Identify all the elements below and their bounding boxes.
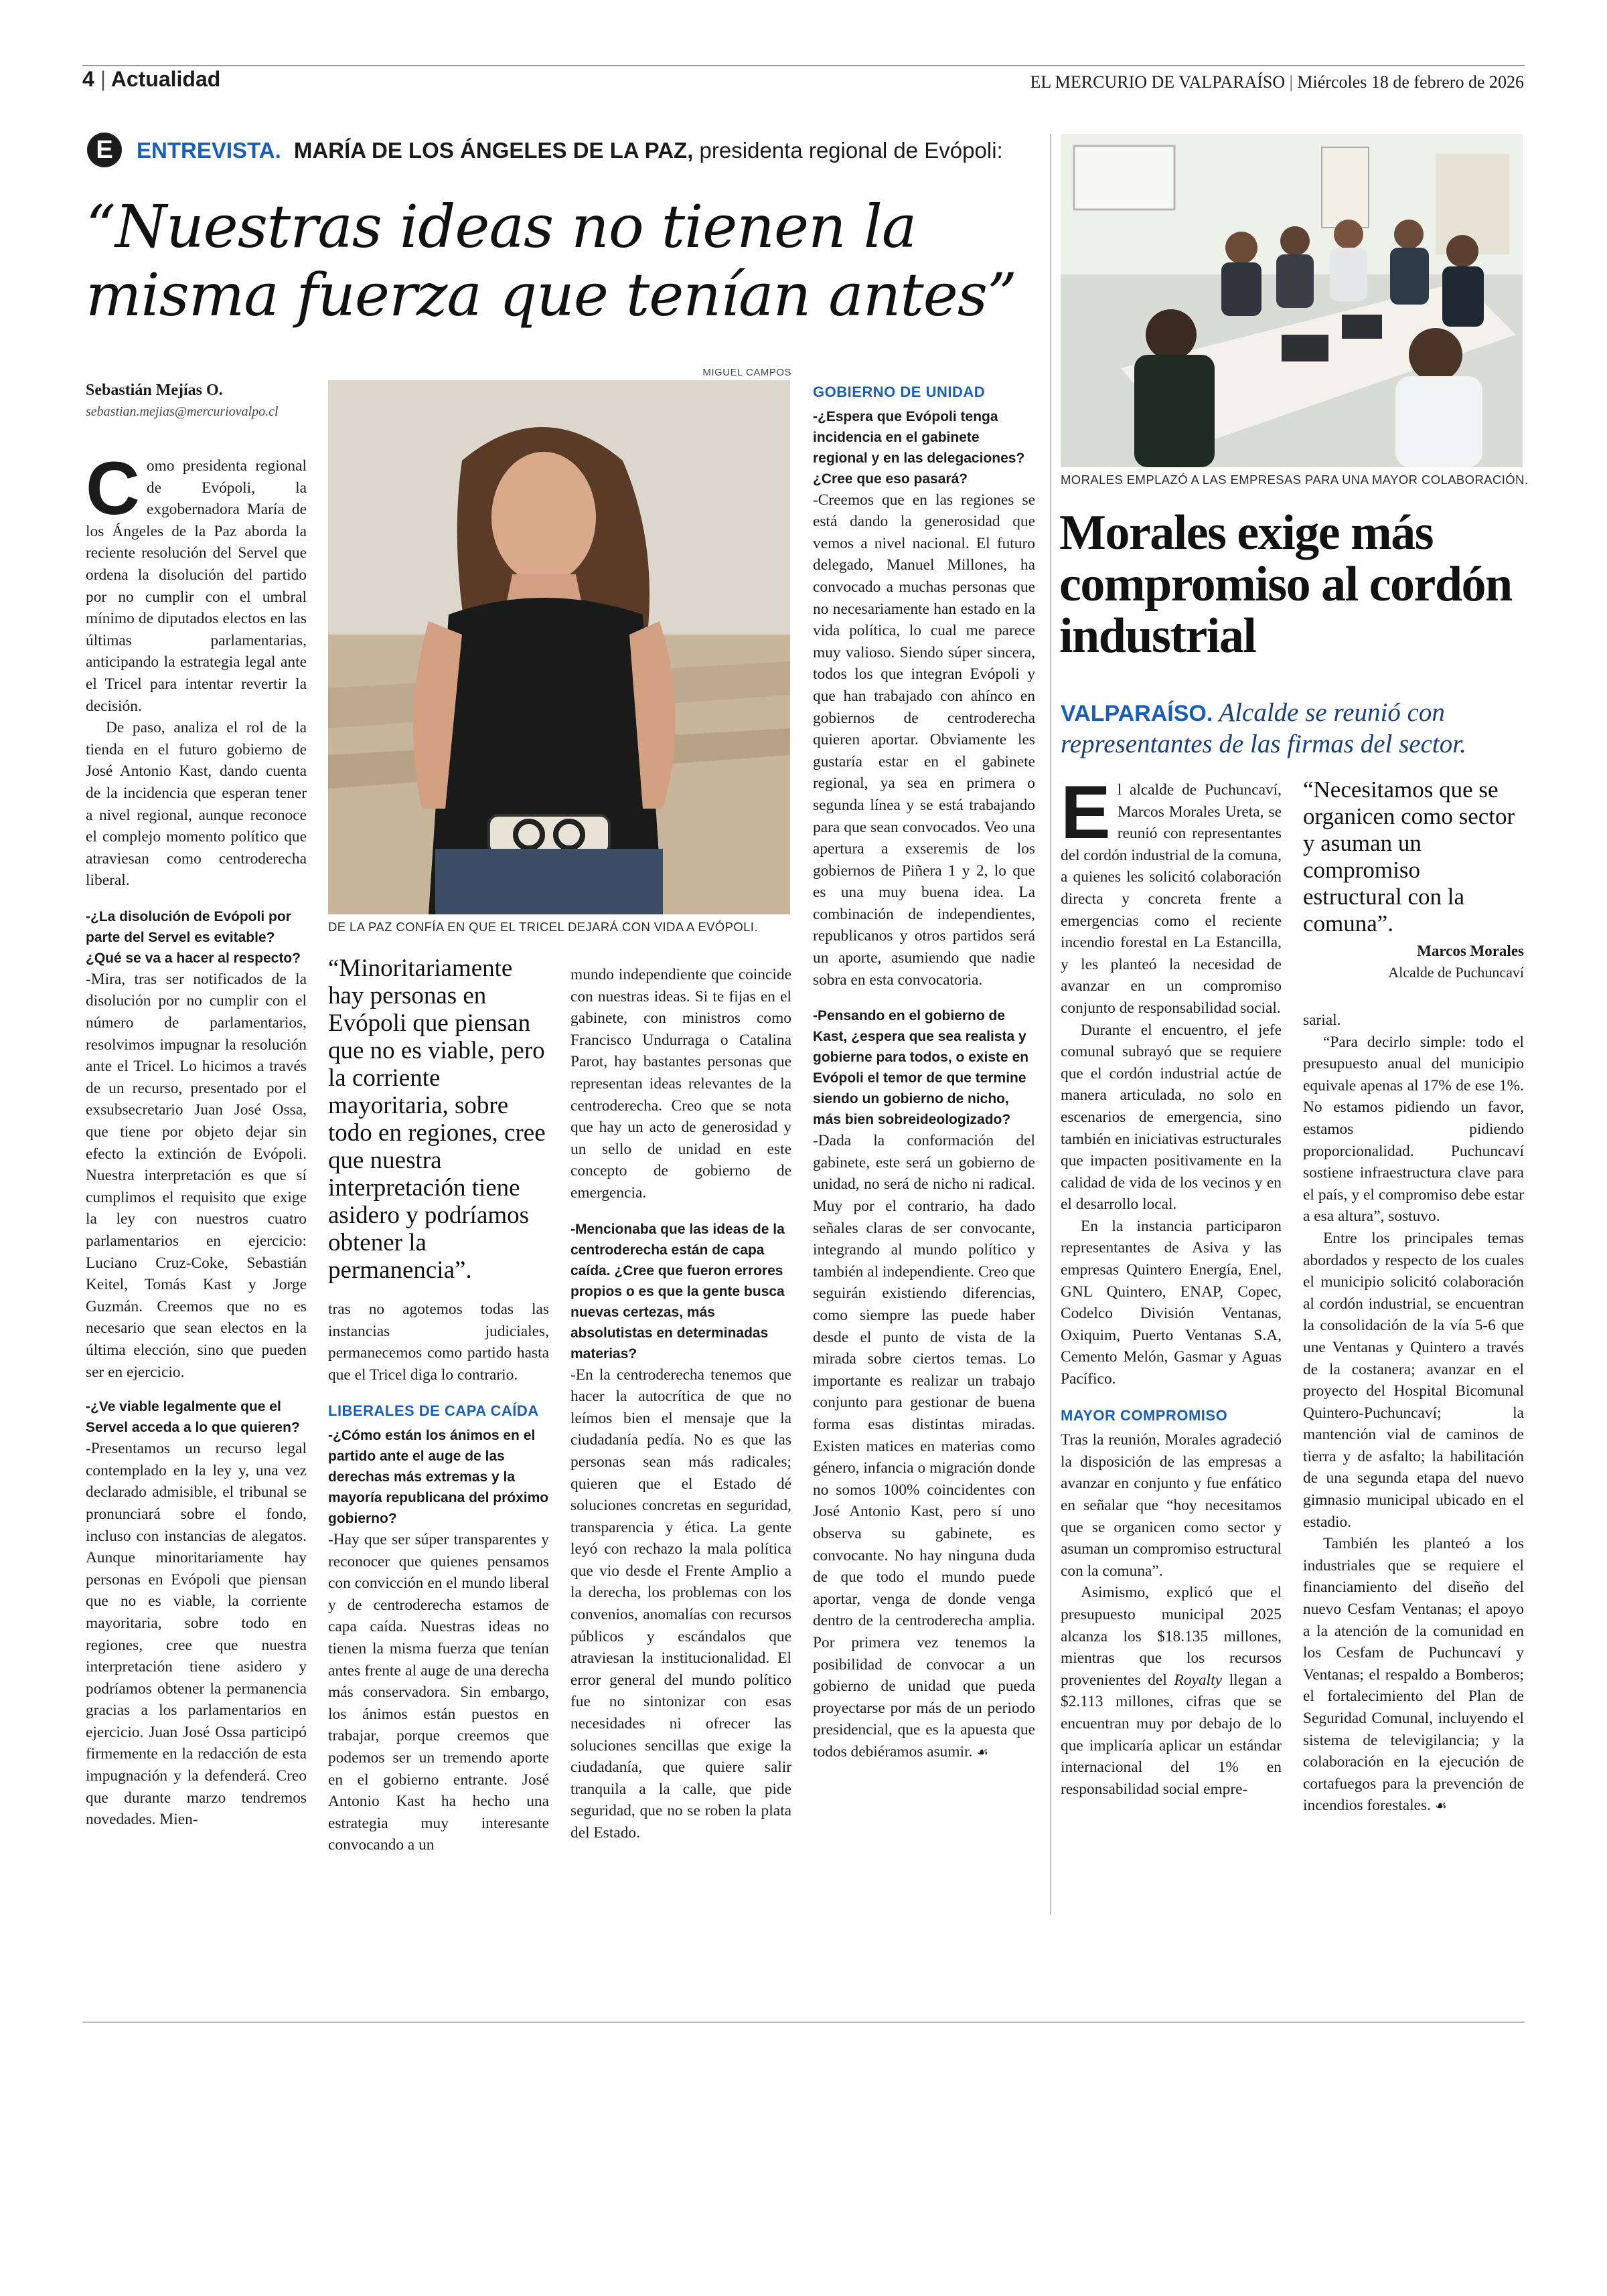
subhead-mayor-compromiso: MAYOR COMPROMISO	[1061, 1406, 1228, 1424]
morales-headline: Morales exige más compromiso al cordón industrial	[1059, 505, 1512, 663]
morales-pull-quote: “Necesitamos que se organicen como sector y asuman un compromiso estructural con la comuna”.	[1303, 776, 1515, 936]
question-3: -¿Cómo están los ánimos en el partido ante el auge de las derechas más extremas y la mayoría republicana del próximo gobierno?	[328, 1427, 549, 1526]
answer-2: -Presentamos un recurso legal contemplado en la ley y, una vez declarado admisible, el tribunal se pronunciará sobre el fondo, incluso con instancias de alegatos. Aunque minoritariamente hay personas en Evópoli que piensan que no es viable, la corriente mayoritaria, sobre todo en regiones, cree que nuestra interpretación tiene asidero y podríamos obtener la permanencia gracias a los parlamentarios en ejercicio. Juan José Ossa participó firmemente en la redacción de esta impugnación y la defenderá. Creo que durante marzo tendremos novedades. Mien-	[86, 1440, 307, 1829]
morales-drop-cap: E	[1061, 770, 1111, 854]
morales-col2-paragraph-1: sarial.	[1303, 1011, 1341, 1029]
morales-deck-line	[1061, 698, 1525, 760]
interview-kicker: ENTREVISTA.	[137, 138, 281, 163]
morales-column-2	[1303, 1009, 1524, 1817]
answer-5: -Creemos que en las regiones se está dando la generosidad que vemos a nivel nacional. El futuro delegado, Manuel Millones, ha convocado a muchas personas que no necesariamente han estado en la vida política, lo cual me parece muy valioso. Siendo súper sincera, todos los que integran Evópoli y que han trabajado con ahínco en gobiernos de centroderecha quieren aportar. Obviamente les gustaría estar en el gabinete regional, ya sea en primera o segunda línea y se está trabajando para que sean convocados. Veo una apertura a exseremis de los gobiernos de Piñera 1 y 2, lo que es una muy buena idea. La combinación de independientes, republicanos y otros partidos será un aporte, asumiendo que nadie sobra en esta convocatoria.	[813, 491, 1035, 989]
drop-cap: C	[86, 446, 140, 530]
question-5: -¿Espera que Evópoli tenga incidencia en el gabinete regional y en las delegaciones? ¿Cree que eso pasará?	[813, 408, 1025, 487]
interview-photo	[328, 380, 790, 914]
interview-column-2	[328, 1299, 549, 1856]
question-6: -Pensando en el gobierno de Kast, ¿espera que sea realista y gobierne para todos, o existe en Evópoli el temor de que termine siendo un gobierno de nicho, más bien sobreideologizado?	[813, 1008, 1029, 1128]
interview-photo-caption: DE LA PAZ CONFÍA EN QUE EL TRICEL DEJARÁ CON VIDA A EVÓPOLI.	[328, 920, 758, 934]
morales-col2-paragraph-2: “Para decirlo simple: todo el presupuesto anual del municipio equivale apenas al 17% de ese 1%. No estamos pidiendo un favor, estamos pidiendo proporcionalidad. Puchuncaví sostiene infraestructura clave para el país, y el compromiso debe estar a esa altura”, sostuvo.	[1303, 1033, 1524, 1226]
morales-paragraph-2: Durante el encuentro, el jefe comunal subrayó que se requiere que el cordón industrial actúe de manera articulada, no solo en escenarios de emergencia, sino también en iniciativas estructurales que impacten positivamente en la calidad de vida de los vecinos y en el desarrollo local.	[1061, 1021, 1282, 1214]
morales-column-1	[1061, 770, 1282, 1800]
answer-1: -Mira, tras ser notificados de la disolución por no cumplir con el número de parlamentarios, resolvimos impugnar la resolución ante el Tricel. Lo hicimos a través de un recurso, presentado por el exsubsecretario Juan José Ossa, que tiene por objeto dejar sin efecto la extinción de Evópoli. Nuestra interpretación es que sí cumplimos el requisito que exige la ley con nuestros cuatro parlamentarios en ejercicio: Luciano Cruz-Coke, Sebastián Keitel, Tomás Kast y Jorge Guzmán. Creemos que no es necesario que sean electos en la última elección, sino que pueden ser en ejercicio.	[86, 970, 307, 1381]
question-2: -¿Ve viable legalmente que el Servel acceda a lo que quieren?	[86, 1399, 300, 1436]
morales-deck: Alcalde se reunió con representantes de las firmas del sector.	[1061, 698, 1466, 758]
page-folio: 4 | Actualidad	[82, 67, 221, 91]
answer-6: -Dada la conformación del gabinete, este será un gobierno de unidad, no será de nicho ni radical. Muy por el contrario, ha dado señales claras de ser convocante, integrando al mundo político y también al independiente. Creo que seguirán existiendo diferencias, como siempre las puede haber desde el punto de vista de la mirada sobre ciertos temas. Lo importante es realizar un trabajo conjunto para gestionar de buena forma esas distintas miradas. Existen matices en materias como género, infancia o migración donde no somos 100% coincidentes con José Antonio Kast, pero sí uno observa su gabinete, es convocante. No hay ninguna duda de que todo el mundo puede aportar, venga de donde venga dentro de la centroderecha amplia. Por primera vez tenemos la posibilidad de convocar a un gobierno de unidad que pueda proyectarse por más de un periodo presidencial, que es la apuesta que todos debiéramos asumir. ☙	[813, 1132, 1035, 1760]
morales-photo-caption: MORALES EMPLAZÓ A LAS EMPRESAS PARA UNA MAYOR COLABORACIÓN.	[1061, 473, 1529, 487]
meeting-room-image	[1061, 134, 1523, 467]
byline-name: Sebastián Mejías O.	[86, 382, 223, 399]
question-1: -¿La disolución de Evópoli por parte del Servel es evitable? ¿Qué se va a hacer al respecto?	[86, 908, 301, 966]
quote-author-role: Alcalde de Puchuncaví	[1388, 964, 1524, 981]
morales-paragraph-3: En la instancia participaron representantes de Asiva y las empresas Quintero Energía, Enel, GNL Quintero, ENAP, Copec, Codelco División Ventanas, Oxiquim, Puerto Ventanas S.A, Cemento Melón, Gasmar y Aguas Pacífico.	[1061, 1217, 1282, 1388]
column-2-paragraph: tras no agotemos todas las instancias judiciales, permanecemos como partido hasta que el Tricel diga lo contrario.	[328, 1301, 549, 1384]
intro-paragraph-2: De paso, analiza el rol de la tienda en el futuro gobierno de José Antonio Kast, dando cuenta de la incidencia que esperan tener a nivel regional, aunque reconoce el complejo momento político que atraviesan como centroderecha liberal.	[86, 719, 307, 890]
issue-date: Miércoles 18 de febrero de 2026	[1297, 72, 1524, 92]
interview-kicker-line	[137, 138, 1003, 163]
bottom-rule	[82, 2022, 1525, 2023]
interview-column-1	[86, 446, 307, 1831]
top-rule	[82, 65, 1525, 66]
morales-paragraph-4: Tras la reunión, Morales agradeció la disposición de las empresas a avanzar en conjunto y fue enfático en señalar que “hoy necesitamos que se organicen como sector y asuman un compromiso estructural con la comuna”.	[1061, 1431, 1282, 1580]
question-4: -Mencionaba que las ideas de la centroderecha están de capa caída. ¿Cree que fueron errores propios o es que la gente busca nuevas certezas, más absolutistas en determinadas materias?	[570, 1221, 785, 1362]
morales-col2-paragraph-4: También les planteó a los industriales que se requiere el financiamiento del diseño del nuevo Cesfam Ventanas; el apoyo a la atención de la comunidad en los Cesfam de Puchuncaví y Ventanas; el respaldo a Bomberos; el fortalecimiento del Plan de Seguridad Comunal, incluyendo el sistema de televigilancia; y la colaboración en la ejecución de cortafuegos para la prevención de incendios forestales. ☙	[1303, 1535, 1524, 1815]
morales-end-mark-icon: ☙	[1434, 1797, 1447, 1814]
morales-paragraph-5: Asimismo, explicó que el presupuesto municipal 2025 alcanza los $18.135 millones, mientras que los recursos provenientes del Royalty llegan a $2.113 millones, cifras que se encuentran muy por debajo de lo que implicaría aplicar un estándar internacional del 1% en responsabilidad social empre-	[1061, 1584, 1282, 1798]
photo-credit: MIGUEL CAMPOS	[702, 367, 791, 378]
answer-4: -En la centroderecha tenemos que hacer la autocrítica de que no leímos bien el mensaje que la ciudadanía pedía. No es que las personas sean más radicales; quieren que el Estado dé soluciones concretas en seguridad, transparencia y ética. La gente leyó con rechazo la mala política que vio desde el Frente Amplio a la derecha, los problemas con los convenios, anomalías con recursos públicos y escándalos que atraviesan la institucionalidad. El error general del mundo político fue no sintonizar con esas necesidades ni ofrecer las soluciones sencillas que exige la ciudadanía, que quiere salir tranquila a la calle, que pide seguridad, que no se roben la plata del Estado.	[570, 1366, 791, 1841]
morales-paragraph-1: El alcalde de Puchuncaví, Marcos Morales Ureta, se reunió con representantes del cordón industrial de la comuna, a quienes les solicitó colaboración directa y concreta frente a emergencias como el reciente incendio forestal en La Estancilla, y les planteó la necesidad de avanzar en un compromiso conjunto de responsabilidad social.	[1061, 770, 1282, 1017]
headline-line-2: misma fuerza que tenían antes”	[86, 260, 1016, 329]
interview-column-3	[570, 964, 791, 1844]
interviewee-role: presidenta regional de Evópoli:	[693, 138, 1003, 163]
page-number: 4	[82, 67, 94, 91]
intro-paragraph-1: Como presidenta regional de Evópoli, la exgobernadora María de los Ángeles de la Paz aborda la reciente resolución del Servel que ordena la disolución del partido por no cumplir con el umbral mínimo de diputados electos en las últimas parlamentarias, anticipando la estrategia legal ante el Tricel para intentar revertir la decisión.	[86, 446, 307, 715]
woman-portrait-image	[328, 380, 790, 914]
byline-email: sebastian.mejias@mercuriovalpo.cl	[86, 404, 279, 419]
end-mark-icon: ☙	[976, 1743, 989, 1760]
interview-pull-quote: “Minoritariamente hay personas en Evópoli que piensan que no es viable, pero la corriente mayoritaria, sobre todo en regiones, cree que nuestra interpretación tiene asidero y podríamos obtener la permanencia”.	[328, 955, 546, 1284]
interview-column-4	[813, 382, 1035, 1762]
morales-kicker: VALPARAÍSO.	[1061, 701, 1213, 726]
interview-badge-icon: E	[87, 133, 122, 167]
quote-author: Marcos Morales	[1417, 942, 1524, 959]
column-divider	[1050, 134, 1051, 1914]
section-name: Actualidad	[110, 67, 221, 91]
answer-3: -Hay que ser súper transparentes y reconocer que quienes pensamos con convicción en el mundo liberal y de centroderecha estamos de capa caída. Nuestras ideas no tienen la misma fuerza que tenían antes frente al auge de una derecha más conservadora. Sin embargo, los ánimos están puestos en trabajar, porque creemos que podemos ser un tremendo aporte en el gobierno entrante. José Antonio Kast ha hecho una estrategia muy interesante convocando a un	[328, 1530, 549, 1854]
masthead-right: EL MERCURIO DE VALPARAÍSO | Miércoles 18 de febrero de 2026	[1030, 72, 1524, 92]
interviewee-name: MARÍA DE LOS ÁNGELES DE LA PAZ,	[293, 138, 694, 163]
interview-headline	[86, 193, 1016, 329]
morales-photo	[1061, 134, 1523, 467]
headline-line-1: “Nuestras ideas no tienen la	[86, 192, 917, 261]
subhead-liberales: LIBERALES DE CAPA CAÍDA	[328, 1402, 539, 1420]
column-3-paragraph: mundo independiente que coincide con nuestras ideas. Si te fijas en el gabinete, con ministros como Francisco Undurraga o Catalina Parot, hay bastantes personas que representan ideas relevantes de la centroderecha. Creo que se nota que hay un acto de generosidad y un sello de unidad en este concepto de gobierno de emergencia.	[570, 966, 791, 1202]
morales-col2-paragraph-3: Entre los principales temas abordados y respecto de los cuales el municipio solicitó colaboración al cordón industrial, se encuentran la consolidación de la vía 5-6 que une Ventanas y Quintero a través de la costanera; avanzar en el proyecto del Hospital Bicomunal Quintero-Puchuncaví; la mantención vial de caminos de tierra y de asfalto; la habilitación de una segunda etapa del nuevo gimnasio municipal ubicado en el estadio.	[1303, 1229, 1524, 1531]
publication-name: EL MERCURIO DE VALPARAÍSO	[1030, 72, 1286, 92]
subhead-gobierno-unidad: GOBIERNO DE UNIDAD	[813, 384, 986, 400]
